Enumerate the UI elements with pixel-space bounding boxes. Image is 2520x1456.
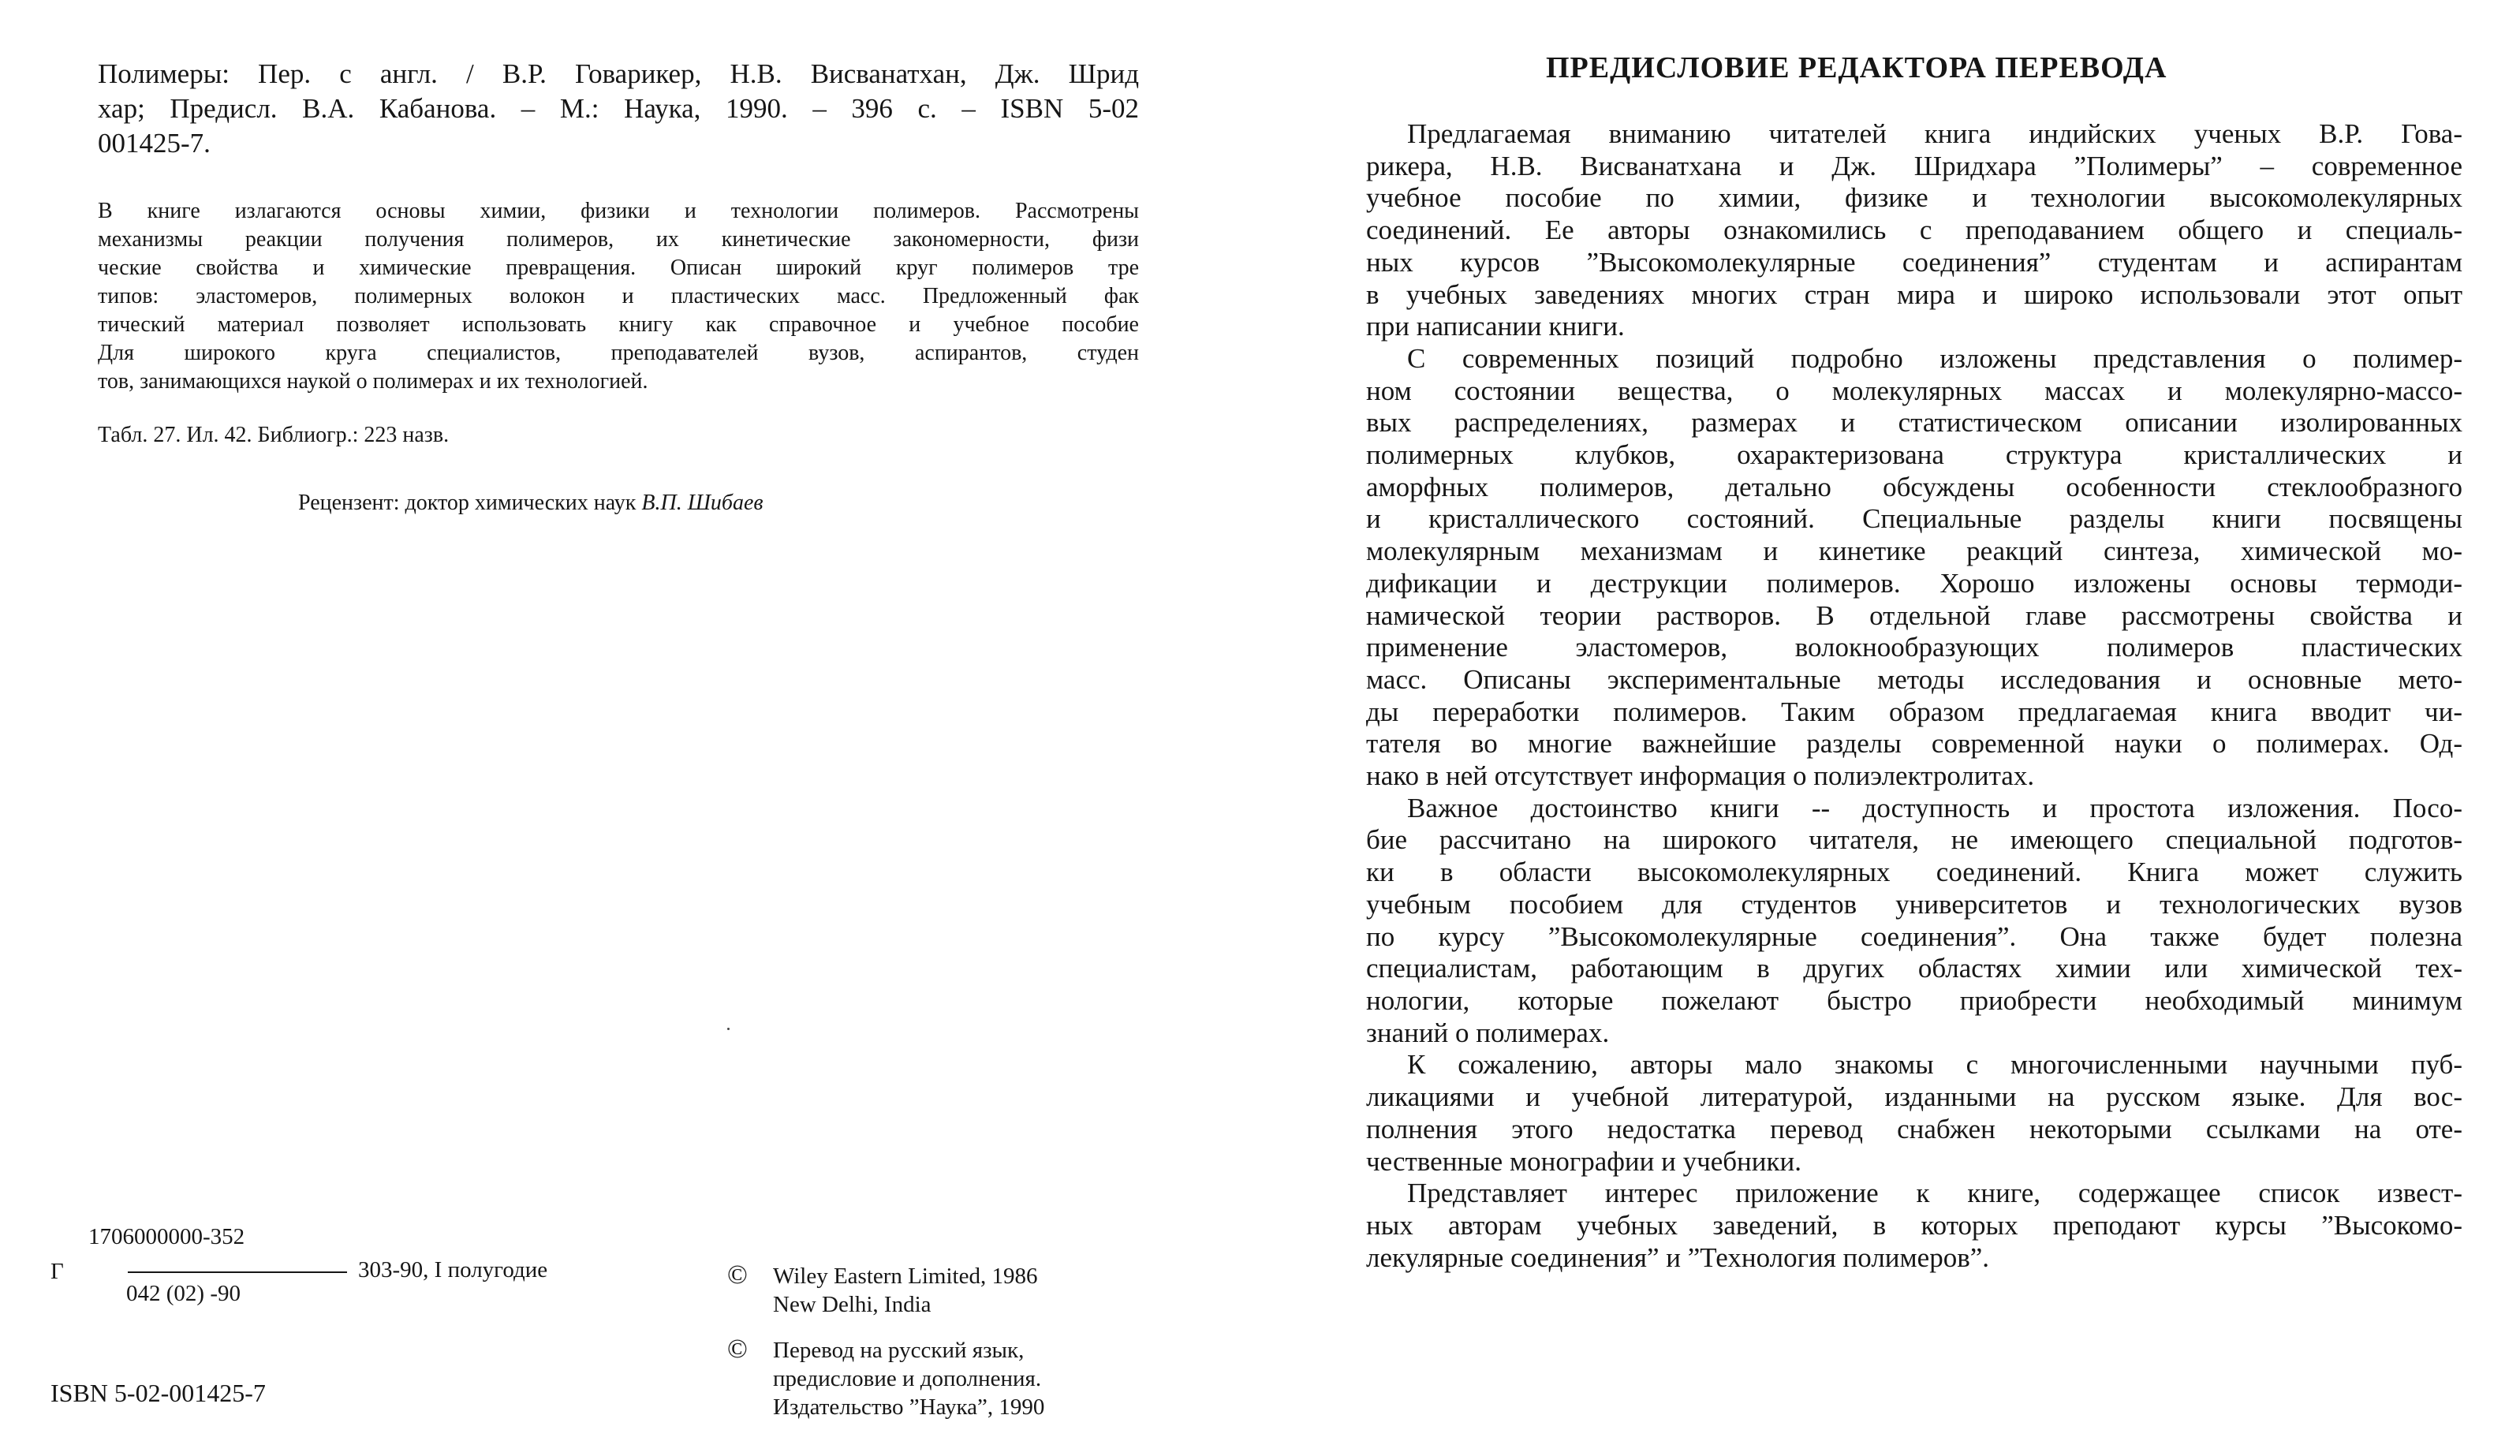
annotation-line: тов, занимающихся наукой о полимерах и их технологией. [98,369,648,394]
preface-line: аморфных полимеров, детально обсуждены особенности стеклообразного [1366,471,2462,502]
preface-line: ки в области высокомолекулярных соединений. Книга может служить [1366,857,2462,888]
preface-body [1366,118,2462,1274]
copyright-item [727,1336,1185,1421]
preface-line: ды переработки полимеров. Таким образом предлагаемая книга вводит чи- [1366,696,2462,727]
copyright-line: Wiley Eastern Limited, 1986 [773,1264,1038,1289]
annotation-line: ческие свойства и химические превращения. Описан широкий круг полимеров тре [98,256,1139,280]
preface-line: в учебных заведениях многих стран мира и широко использовали этот опыт [1366,278,2462,310]
preface-line: ликациями и учебной литературой, изданными на русском языке. Для вос- [1366,1081,2462,1113]
annotation-line: тический материал позволяет использовать книгу как справочное и учебное пособие [98,312,1139,337]
bib-line: Полимеры: Пер. с англ. / В.Р. Говарикер, Н.В. Висванатхан, Дж. Шрид [98,58,1139,89]
publication-index-code [50,1224,603,1319]
preface-line: намической теории растворов. В отдельной главе рассмотрены свойства и [1366,599,2462,631]
copyright-icon: © [727,1260,748,1290]
copyright-line: Издательство ”Наука”, 1990 [773,1394,1045,1420]
index-numerator: 1706000000-352 [88,1224,245,1249]
copyright-line: Перевод на русский язык, [773,1338,1025,1363]
preface-line: нако в ней отсутствует информация о полиэлектролитах. [1366,760,2035,792]
preface-line: полимерных клубков, охарактеризована структура кристаллических и [1366,439,2462,471]
copyright-block [727,1262,1185,1439]
preface-line: специалистам, работающим в других областях химии или химической тех- [1366,953,2462,984]
preface-line: полнения этого недостатка перевод снабжен некоторыми ссылками на оте- [1366,1113,2462,1144]
preface-line: С современных позиций подробно изложены представления о полимер- [1407,342,2462,374]
annotation [98,197,1139,396]
bib-line: хар; Предисл. В.А. Кабанова. – М.: Наука, 1990. – 396 с. – ISBN 5-02 [98,93,1139,124]
bib-line: 001425-7. [98,128,211,159]
reviewer [298,489,763,517]
preface-line: по курсу ”Высокомолекулярные соединения”. Она также будет полезна [1366,920,2462,952]
reviewer-label: Рецензент: доктор химических наук [298,491,637,515]
print-speck [727,1028,730,1030]
bibliographic-record [98,57,1139,161]
preface-line: применение эластомеров, волокнообразующих полимеров пластических [1366,632,2462,663]
annotation-line: типов: эластомеров, полимерных волокон и пластических масс. Предложенный фак [98,284,1139,308]
preface-line: тателя во многие важнейшие разделы современной науки о полимерах. Од- [1366,728,2462,760]
copyright-icon: © [727,1335,748,1364]
preface-line: ном состоянии вещества, о молекулярных массах и молекулярно-массо- [1366,375,2462,406]
preface-line: Важное достоинство книги -- доступность и простота изложения. Посо- [1407,792,2462,823]
preface-line: рикера, Н.В. Висванатхана и Дж. Шридхара ”Полимеры” – современное [1366,150,2462,181]
preface-line: при написании книги. [1366,311,1625,342]
isbn: ISBN 5-02-001425-7 [50,1379,266,1407]
copyright-line: предисловие и дополнения. [773,1366,1042,1391]
preface-line: учебное пособие по химии, физике и технологии высокомолекулярных [1366,182,2462,214]
preface-line: дификации и деструкции полимеров. Хорошо изложены основы термоди- [1366,567,2462,599]
preface-line: нологии, которые пожелают быстро приобрести необходимый минимум [1366,984,2462,1016]
page-title: ПРЕДИСЛОВИЕ РЕДАКТОРА ПЕРЕВОДА [1546,51,2167,84]
reviewer-name: В.П. Шибаев [641,491,763,515]
annotation-line: Для широкого круга специалистов, преподавателей вузов, аспирантов, студен [98,341,1139,365]
index-suffix: 303-90, I полугодие [358,1257,548,1282]
fraction-bar [128,1271,347,1273]
copyright-item [727,1262,1185,1319]
preface-line: вых распределениях, размерах и статистическом описании изолированных [1366,407,2462,439]
preface-line: чественные монографии и учебники. [1366,1145,1801,1177]
tables-figures-count: Табл. 27. Ил. 42. Библиогр.: 223 назв. [98,423,450,447]
index-letter: Г [50,1259,64,1284]
preface-line: соединений. Ее авторы ознакомились с преподаванием общего и специаль- [1366,215,2462,246]
preface-line: ных авторам учебных заведений, в которых преподают курсы ”Высокомо- [1366,1209,2462,1241]
preface-line: молекулярным механизмам и кинетике реакций синтеза, химической мо- [1366,536,2462,567]
preface-line: масс. Описаны экспериментальные методы исследования и основные мето- [1366,663,2462,695]
preface-line: лекулярные соединения” и ”Технология полимеров”. [1366,1241,1990,1273]
preface-line: бие рассчитано на широкого читателя, не имеющего специальной подготов- [1366,824,2462,856]
annotation-line: В книге излагаются основы химии, физики и технологии полимеров. Рассмотрены [98,199,1139,223]
annotation-line: механизмы реакции получения полимеров, их кинетические закономерности, физи [98,227,1139,252]
preface-line: К сожалению, авторы мало знакомы с многочисленными научными пуб- [1407,1049,2462,1081]
preface-line: и кристаллического состояний. Специальные разделы книги посвящены [1366,503,2462,535]
copyright-line: New Delhi, India [773,1292,931,1317]
preface-line: знаний о полимерах. [1366,1017,1610,1048]
index-denominator: 042 (02) -90 [126,1281,241,1306]
preface-line: Предлагаемая вниманию читателей книга индийских ученых В.Р. Гова- [1407,118,2462,149]
preface-line: ных курсов ”Высокомолекулярные соединения” студентам и аспирантам [1366,246,2462,278]
preface-line: учебным пособием для студентов университетов и технологических вузов [1366,888,2462,920]
preface-line: Представляет интерес приложение к книге, содержащее список извест- [1407,1178,2462,1209]
